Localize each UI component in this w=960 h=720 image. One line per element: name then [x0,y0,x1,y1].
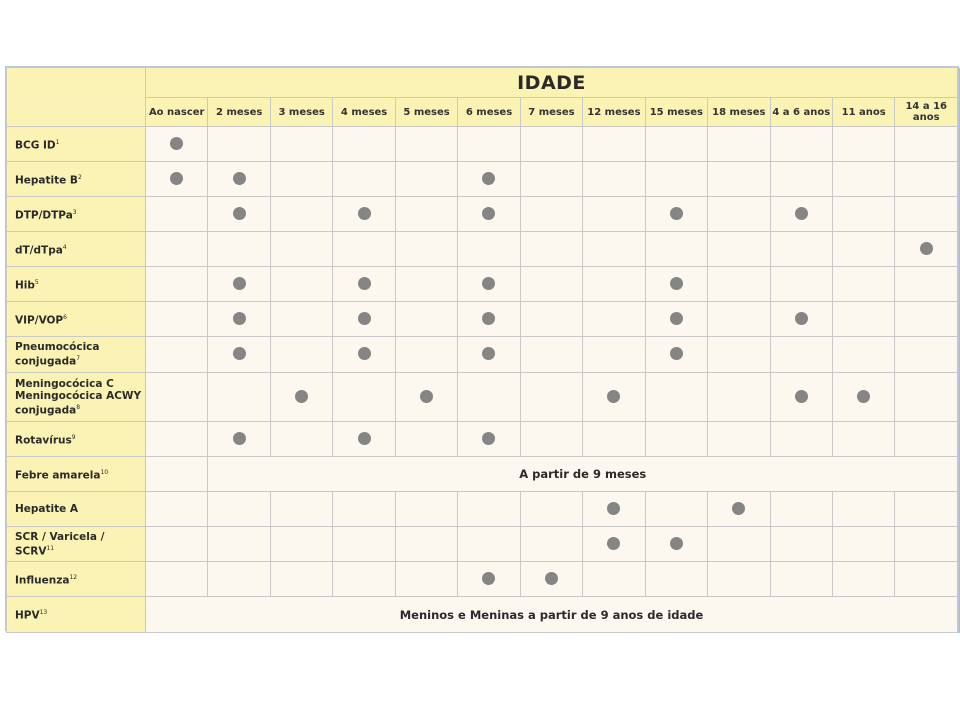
schedule-cell [395,232,457,267]
schedule-cell [895,267,958,302]
schedule-cell [645,197,707,232]
schedule-cell [583,127,645,162]
vaccine-name-cell [7,373,146,422]
dose-marker-icon [233,347,246,360]
schedule-cell [832,302,894,337]
schedule-cell [146,197,208,232]
dose-marker-icon [607,390,620,403]
footnote-marker: 12 [69,573,78,581]
schedule-cell [333,527,395,562]
dose-marker-icon [295,390,308,403]
footnote-marker: 11 [46,544,55,552]
dose-marker-icon [670,537,683,550]
schedule-cell [395,527,457,562]
schedule-cell [832,373,894,422]
schedule-cell [770,492,832,527]
schedule-cell [146,373,208,422]
schedule-cell [895,562,958,597]
schedule-cell [770,302,832,337]
schedule-cell [270,562,332,597]
schedule-cell [708,162,770,197]
schedule-cell [270,197,332,232]
schedule-cell [270,492,332,527]
schedule-cell [708,127,770,162]
vaccine-rows [7,127,958,633]
schedule-cell [708,337,770,373]
dose-marker-icon [233,432,246,445]
schedule-cell [146,127,208,162]
schedule-cell [146,337,208,373]
schedule-cell [708,267,770,302]
footnote-marker: 3 [72,208,77,216]
age-header-cell: 7 meses [520,98,582,127]
vaccine-name-cell [7,527,146,562]
schedule-cell [583,232,645,267]
schedule-cell [770,197,832,232]
schedule-cell [770,562,832,597]
schedule-cell [645,527,707,562]
schedule-cell [583,492,645,527]
vaccination-schedule-table [6,67,958,633]
schedule-cell [583,302,645,337]
schedule-cell [333,562,395,597]
schedule-cell [645,492,707,527]
schedule-cell [708,492,770,527]
schedule-cell [770,232,832,267]
schedule-cell [333,422,395,457]
schedule-cell [770,162,832,197]
vaccine-name-cell [7,562,146,597]
vaccine-name: Meningocócica C Meningocócica ACWY conjugada [15,377,142,417]
schedule-cell [583,197,645,232]
vaccine-name: Hib [15,279,35,292]
schedule-cell [146,492,208,527]
vaccine-name: Pneumocócica conjugada [15,341,100,368]
schedule-cell [520,267,582,302]
schedule-cell [333,197,395,232]
age-header-cell: 12 meses [583,98,645,127]
age-header-cell: 5 meses [395,98,457,127]
schedule-cell [333,373,395,422]
vaccine-name: SCR / Varicela / SCRV [15,530,105,558]
schedule-cell [146,232,208,267]
vaccine-name-cell [7,232,146,267]
table-row [7,457,958,492]
schedule-cell [333,302,395,337]
schedule-cell [458,127,520,162]
schedule-cell [583,527,645,562]
schedule-cell [208,232,270,267]
schedule-cell [770,127,832,162]
schedule-cell [645,267,707,302]
dose-marker-icon [233,277,246,290]
age-header-cell: 14 a 16 anos [895,98,958,127]
schedule-cell [832,527,894,562]
footnote-marker: 1 [55,138,60,146]
dose-marker-icon [482,277,495,290]
age-header-cell: 4 a 6 anos [770,98,832,127]
schedule-cell [520,422,582,457]
schedule-cell [645,127,707,162]
footnote-marker: 4 [62,243,67,251]
footnote-marker: 5 [34,278,39,286]
schedule-cell [333,337,395,373]
dose-marker-icon [358,347,371,360]
table-row [7,267,958,302]
schedule-cell [895,127,958,162]
table-row [7,302,958,337]
schedule-cell [770,422,832,457]
dose-marker-icon [857,390,870,403]
dose-marker-icon [358,277,371,290]
table-row [7,527,958,562]
schedule-cell [333,492,395,527]
schedule-cell [333,162,395,197]
schedule-cell [270,373,332,422]
dose-marker-icon [670,207,683,220]
schedule-cell [520,492,582,527]
dose-marker-icon [482,347,495,360]
dose-marker-icon [795,207,808,220]
schedule-cell [520,562,582,597]
footnote-marker: 7 [76,355,81,363]
dose-marker-icon [420,390,433,403]
schedule-cell [770,373,832,422]
schedule-cell [645,373,707,422]
dose-marker-icon [170,137,183,150]
schedule-cell [895,422,958,457]
dose-marker-icon [358,432,371,445]
schedule-cell [458,492,520,527]
schedule-cell [583,562,645,597]
age-header-row [7,98,958,127]
schedule-cell [458,337,520,373]
schedule-cell [270,232,332,267]
dose-marker-icon [233,172,246,185]
dose-marker-icon [482,172,495,185]
age-header-cell: 4 meses [333,98,395,127]
vaccine-name: Hepatite B [15,174,78,187]
schedule-cell [146,422,208,457]
schedule-cell [458,373,520,422]
schedule-cell [520,527,582,562]
schedule-cell [395,562,457,597]
schedule-cell [832,232,894,267]
dose-marker-icon [482,207,495,220]
schedule-cell [395,337,457,373]
table-row [7,422,958,457]
schedule-cell [208,422,270,457]
schedule-cell [770,527,832,562]
schedule-cell [583,162,645,197]
schedule-cell [395,162,457,197]
age-header-cell: 3 meses [270,98,332,127]
schedule-cell [458,562,520,597]
vaccine-name: Influenza [15,574,70,587]
vaccine-name: Rotavírus [15,434,72,447]
corner-cell [7,68,146,127]
schedule-cell [333,267,395,302]
age-header-cell: 18 meses [708,98,770,127]
dose-marker-icon [233,207,246,220]
schedule-cell [333,127,395,162]
schedule-cell [832,492,894,527]
age-header-cell: 11 anos [832,98,894,127]
schedule-cell [208,373,270,422]
dose-marker-icon [358,207,371,220]
schedule-cell [458,232,520,267]
schedule-cell [458,197,520,232]
vaccine-name: VIP/VOP [15,314,64,327]
schedule-cell [395,127,457,162]
schedule-cell [333,232,395,267]
schedule-cell [270,422,332,457]
schedule-cell [270,527,332,562]
vaccine-name-cell [7,457,146,492]
table-row [7,337,958,373]
schedule-cell [895,232,958,267]
schedule-cell [645,337,707,373]
schedule-cell [208,562,270,597]
schedule-cell [832,162,894,197]
schedule-cell [832,422,894,457]
footnote-marker: 10 [100,468,109,476]
schedule-cell [708,232,770,267]
schedule-cell [895,337,958,373]
vaccine-name: DTP/DTPa [15,209,73,222]
schedule-cell [832,337,894,373]
schedule-note: A partir de 9 meses [208,457,958,492]
schedule-cell [520,162,582,197]
footnote-marker: 2 [77,173,82,181]
vaccine-name: Febre amarela [15,469,101,482]
idade-header: IDADE [146,68,958,98]
schedule-cell [520,197,582,232]
schedule-cell [208,127,270,162]
schedule-cell [645,422,707,457]
dose-marker-icon [482,572,495,585]
dose-marker-icon [607,502,620,515]
vaccine-name-cell [7,337,146,373]
table-row [7,162,958,197]
schedule-cell [520,373,582,422]
schedule-cell [645,232,707,267]
schedule-cell [520,232,582,267]
table-row [7,562,958,597]
schedule-cell [895,527,958,562]
dose-marker-icon [358,312,371,325]
schedule-cell [270,162,332,197]
vaccine-name: HPV [15,609,40,622]
dose-marker-icon [170,172,183,185]
schedule-cell [270,302,332,337]
schedule-cell [458,162,520,197]
schedule-cell [208,302,270,337]
footnote-marker: 13 [39,609,48,617]
vaccine-name: BCG ID [15,139,56,152]
table-row [7,232,958,267]
vaccine-name: dT/dTpa [15,244,63,257]
dose-marker-icon [732,502,745,515]
schedule-cell [770,337,832,373]
schedule-cell [708,562,770,597]
schedule-cell [895,302,958,337]
dose-marker-icon [482,432,495,445]
dose-marker-icon [670,312,683,325]
vaccine-name-cell [7,162,146,197]
schedule-cell [146,162,208,197]
schedule-cell [708,373,770,422]
schedule-note: Meninos e Meninas a partir de 9 anos de idade [146,597,958,633]
schedule-cell [395,373,457,422]
schedule-cell [146,562,208,597]
schedule-cell [708,422,770,457]
age-header-cell: Ao nascer [146,98,208,127]
vaccine-name-cell [7,267,146,302]
age-header-cell: 15 meses [645,98,707,127]
vaccine-name-cell [7,127,146,162]
schedule-cell [208,267,270,302]
schedule-cell [708,302,770,337]
schedule-cell [520,127,582,162]
dose-marker-icon [920,242,933,255]
age-header-cell: 6 meses [458,98,520,127]
vaccine-name-cell [7,492,146,527]
table-row [7,197,958,232]
dose-marker-icon [607,537,620,550]
schedule-cell [583,267,645,302]
schedule-cell [583,422,645,457]
schedule-cell [895,197,958,232]
dose-marker-icon [795,390,808,403]
vaccine-name-cell [7,422,146,457]
vaccine-name: Hepatite A [15,503,79,515]
schedule-cell [832,197,894,232]
schedule-cell [708,527,770,562]
schedule-cell [458,422,520,457]
schedule-cell [708,197,770,232]
age-header-cell: 2 meses [208,98,270,127]
schedule-cell [146,267,208,302]
schedule-cell [458,527,520,562]
schedule-cell [895,373,958,422]
table-row [7,597,958,633]
schedule-cell [645,162,707,197]
schedule-cell [645,562,707,597]
schedule-cell [146,302,208,337]
dose-marker-icon [482,312,495,325]
schedule-cell [208,197,270,232]
schedule-cell [208,527,270,562]
footnote-marker: 8 [76,403,81,411]
schedule-cell [146,527,208,562]
schedule-cell [395,197,457,232]
schedule-cell [395,302,457,337]
schedule-cell [770,267,832,302]
vaccine-name-cell [7,302,146,337]
dose-marker-icon [795,312,808,325]
schedule-cell [270,127,332,162]
schedule-cell [520,337,582,373]
schedule-cell [895,162,958,197]
table-row [7,492,958,527]
vaccine-name-cell [7,597,146,633]
dose-marker-icon [233,312,246,325]
schedule-cell [146,457,208,492]
schedule-cell [458,267,520,302]
dose-marker-icon [670,277,683,290]
schedule-cell [395,267,457,302]
schedule-cell [583,373,645,422]
table-row [7,373,958,422]
vaccine-name-cell [7,197,146,232]
schedule-cell [583,337,645,373]
dose-marker-icon [670,347,683,360]
schedule-cell [270,337,332,373]
footnote-marker: 6 [63,313,67,321]
table-row [7,127,958,162]
schedule-cell [458,302,520,337]
schedule-cell [395,422,457,457]
schedule-cell [208,162,270,197]
schedule-cell [832,267,894,302]
schedule-cell [270,267,332,302]
dose-marker-icon [545,572,558,585]
schedule-cell [520,302,582,337]
schedule-cell [645,302,707,337]
schedule-cell [895,492,958,527]
schedule-cell [395,492,457,527]
schedule-cell [832,562,894,597]
footnote-marker: 9 [71,433,76,441]
schedule-cell [208,337,270,373]
schedule-cell [832,127,894,162]
schedule-cell [208,492,270,527]
